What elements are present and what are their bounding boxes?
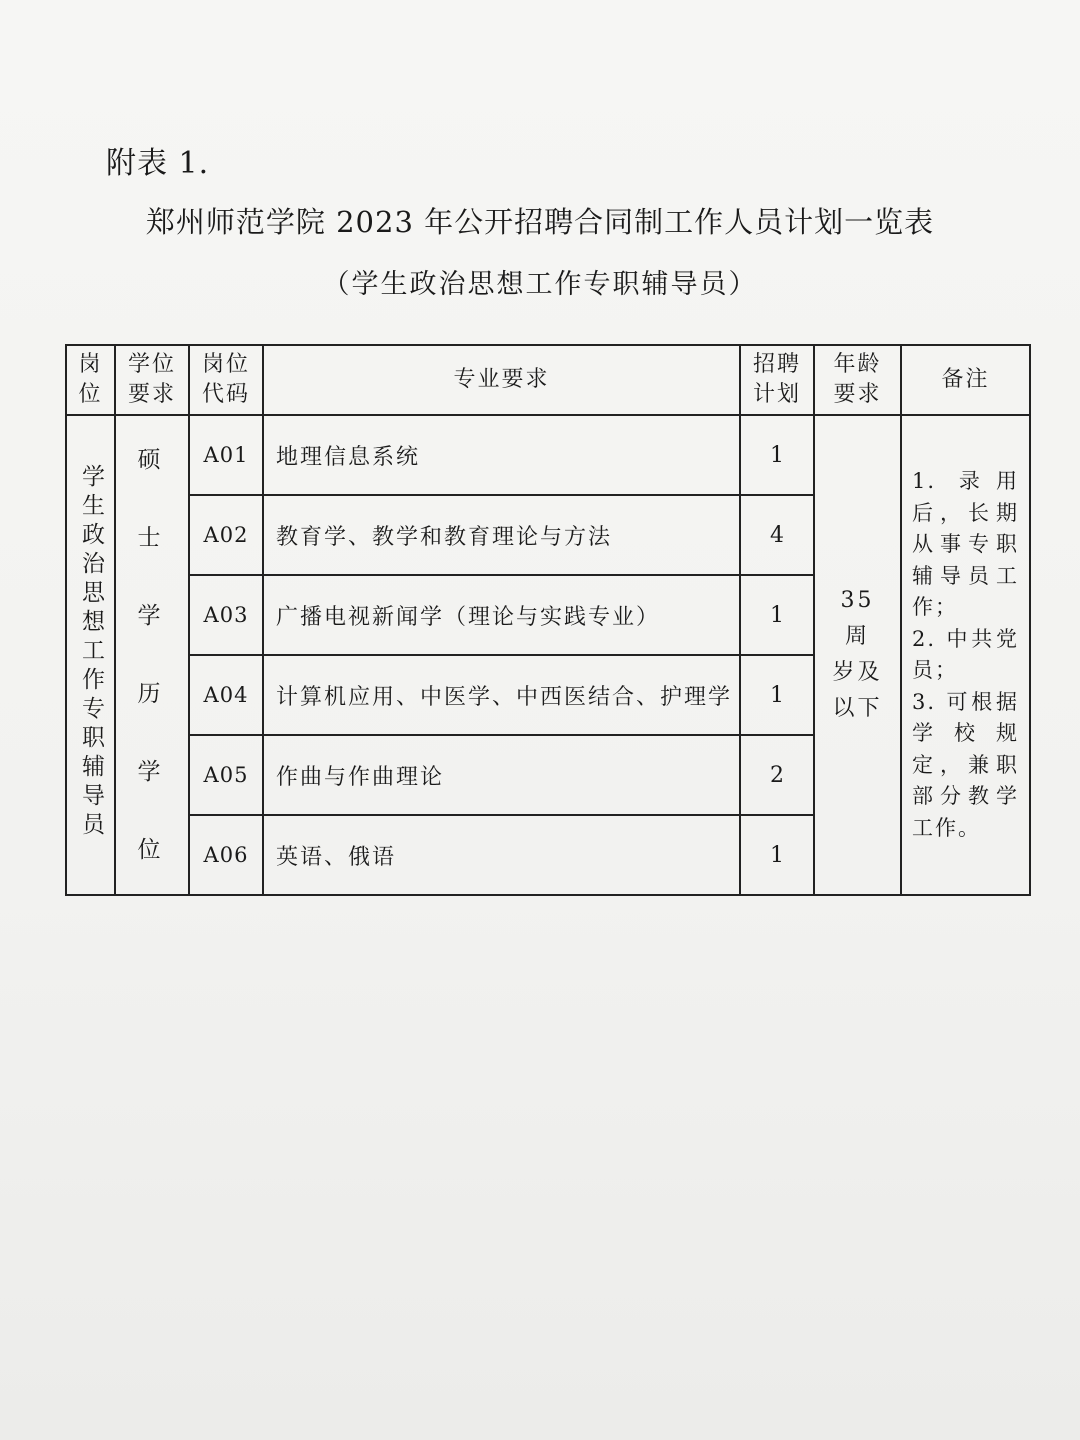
major-requirement: 作曲与作曲理论 — [263, 735, 740, 815]
post-code: A02 — [189, 495, 263, 575]
header-age-requirement: 年龄要求 — [814, 345, 901, 415]
header-remarks: 备注 — [901, 345, 1030, 415]
degree-line-3: 学位 — [137, 759, 167, 863]
table-row — [66, 415, 1030, 495]
post-code: A05 — [189, 735, 263, 815]
post-code: A04 — [189, 655, 263, 735]
remark-3: 3. 可根据学校规定，兼职部分教学工作。 — [912, 689, 1019, 840]
age-cell — [814, 415, 901, 895]
major-requirement: 教育学、教学和教育理论与方法 — [263, 495, 740, 575]
major-requirement: 计算机应用、中医学、中西医结合、护理学 — [263, 655, 740, 735]
major-requirement: 地理信息系统 — [263, 415, 740, 495]
recruit-count: 1 — [740, 655, 814, 735]
recruit-count: 2 — [740, 735, 814, 815]
recruit-count: 4 — [740, 495, 814, 575]
header-post-code: 岗位代码 — [189, 345, 263, 415]
remark-1: 1. 录用后，长期从事专职辅导员工作； — [912, 469, 1019, 619]
document-subtitle: （学生政治思想工作专职辅导员） — [322, 269, 758, 300]
remark-2: 2. 中共党员； — [912, 626, 1019, 682]
header-degree-requirement: 学位要求 — [115, 345, 189, 415]
age-line-3: 以下 — [832, 696, 883, 721]
recruitment-plan-table — [65, 344, 1031, 896]
degree-cell — [115, 415, 189, 895]
table-header-row — [66, 345, 1030, 415]
recruit-count: 1 — [740, 575, 814, 655]
header-post: 岗位 — [66, 345, 115, 415]
recruit-count: 1 — [740, 815, 814, 895]
post-name: 学生政治思想工作专职辅导员 — [78, 463, 104, 841]
degree-line-1: 硕士 — [137, 447, 167, 551]
major-requirement: 广播电视新闻学（理论与实践专业） — [263, 575, 740, 655]
post-code: A03 — [189, 575, 263, 655]
header-recruit-plan: 招聘计划 — [740, 345, 814, 415]
post-name-cell — [66, 415, 115, 895]
document-title: 郑州师范学院 2023 年公开招聘合同制工作人员计划一览表 — [145, 205, 935, 239]
major-requirement: 英语、俄语 — [263, 815, 740, 895]
post-code: A06 — [189, 815, 263, 895]
remarks-cell — [901, 415, 1030, 895]
age-line-1: 35 周 — [840, 588, 875, 649]
recruit-count: 1 — [740, 415, 814, 495]
header-major-requirement: 专业要求 — [263, 345, 740, 415]
age-line-2: 岁及 — [832, 660, 883, 685]
post-code: A01 — [189, 415, 263, 495]
degree-line-2: 学历 — [137, 603, 167, 707]
appendix-label: 附表 1. — [106, 146, 210, 181]
